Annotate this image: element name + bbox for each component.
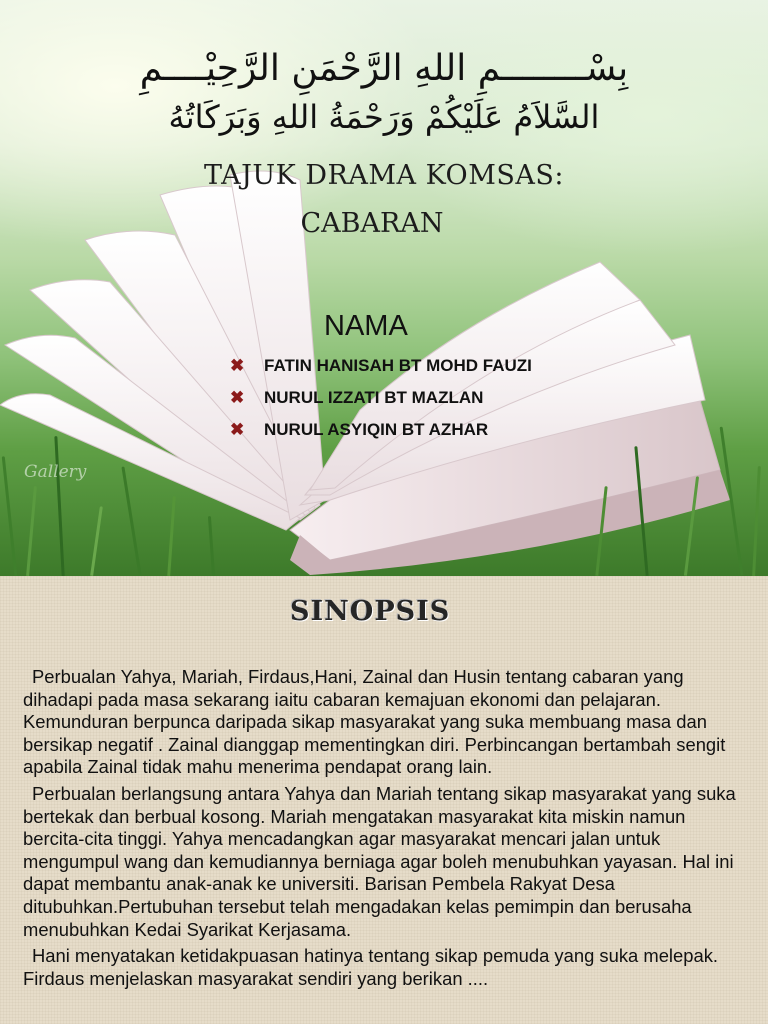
synopsis-paragraph: Perbualan berlangsung antara Yahya dan Mariah tentang sikap masyarakat yang suka bertekak dan berbual kosong. Mariah mengatakan masyarakat kita miskin namun bercita-cita tinggi. Yahya mencadangkan agar masyarakat mencari jalan untuk mengumpul wang dan kemudiannya berniaga agar boleh menubuhkan yayasan. Hal ini dapat membantu anak-anak ke universiti. Barisan Pembela Rakyat Desa ditubuhkan.Pertubuhan tersebut telah mengadakan kelas pemimpin dan berusaha menubuhkan Kedai Syarikat Kerjasama. xyxy=(23,782,736,940)
photo-watermark: Gallery xyxy=(24,462,87,482)
list-item xyxy=(228,416,532,448)
name-text: FATIN HANISAH BT MOHD FAUZI xyxy=(264,356,532,375)
cross-bullet-icon: ✖ xyxy=(230,388,245,407)
synopsis-paragraph: Perbualan Yahya, Mariah, Firdaus,Hani, Zainal dan Husin tentang cabaran yang dihadapi pada masa sekarang iaitu cabaran kemajuan ekonomi dan pelajaran. Kemunduran berpunca daripada sikap masyarakat yang suka membuang masa dan bersikap negatif . Zainal dianggap mementingkan diri. Perbincangan bertambah sengit apabila Zainal tidak mahu menerima pendapat orang lain. xyxy=(23,666,726,778)
drama-title-line1: TAJUK DRAMA KOMSAS: xyxy=(204,160,564,191)
bismillah-heading: بِسْــــــــمِ اللهِ الرَّحْمَنِ الرَّحِيْــــمِ xyxy=(139,48,629,89)
salam-greeting: السَّلاَمُ عَلَيْكُمْ وَرَحْمَةُ اللهِ وَبَرَكَاتُهُ xyxy=(168,98,600,136)
names-list xyxy=(228,352,532,448)
synopsis-slide xyxy=(0,576,768,1024)
synopsis-body xyxy=(23,666,747,994)
list-item xyxy=(228,352,532,384)
drama-title-line2: CABARAN xyxy=(300,208,444,239)
list-item xyxy=(228,384,532,416)
synopsis-paragraph: Hani menyatakan ketidakpuasan hatinya tentang sikap pemuda yang suka melepak. Firdaus menjelaskan masyarakat sendiri yang berikan .... xyxy=(23,945,719,989)
name-text: NURUL IZZATI BT MAZLAN xyxy=(264,388,484,407)
cross-bullet-icon: ✖ xyxy=(230,356,245,375)
cross-bullet-icon: ✖ xyxy=(230,420,245,439)
synopsis-title: SINOPSIS xyxy=(290,596,451,627)
name-text: NURUL ASYIQIN BT AZHAR xyxy=(264,420,489,439)
nama-heading: NAMA xyxy=(324,310,408,342)
